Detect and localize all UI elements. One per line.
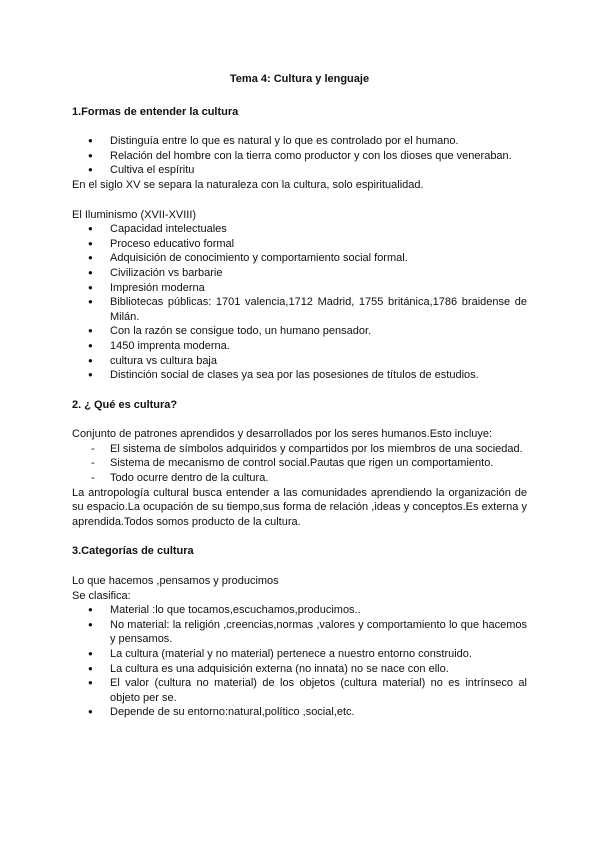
document-content: [72, 72, 527, 720]
list-item: ● cultura vs cultura baja: [72, 354, 527, 369]
section3-line2: Se clasifica:: [72, 589, 131, 602]
section1-paragraph: En el siglo XV se separa la naturaleza con la cultura, solo espiritualidad.: [72, 178, 424, 191]
list-item: ● Relación del hombre con la tierra como productor y con los dioses que veneraban.: [72, 149, 527, 164]
document-title: Tema 4: Cultura y lenguaje: [229, 73, 370, 85]
list-item: ● La cultura es una adquisición externa (no innata) no se nace con ello.: [72, 662, 527, 677]
list-item: ● Cultiva el espíritu: [72, 163, 527, 178]
list-item: - El sistema de símbolos adquiridos y compartidos por los miembros de una sociedad.: [72, 442, 527, 457]
list-item: ● Distinguía entre lo que es natural y lo que es controlado por el humano.: [72, 134, 527, 149]
section1-bullet-list: [72, 134, 527, 178]
list-item: - Sistema de mecanismo de control social.Pautas que rigen un comportamiento.: [72, 456, 527, 471]
list-item: ● Bibliotecas públicas: 1701 valencia,1712 Madrid, 1755 británica,1786 braidense de Milán.: [72, 295, 527, 324]
section2-paragraph: La antropología cultural busca entender a las comunidades aprendiendo la organización de su espacio.La ocupación de su tiempo,sus forma de relación ,ideas y conceptos.Es externa y aprendida.Todos somos producto de la cultura.: [72, 486, 527, 528]
list-item: ● 1450 imprenta moderna.: [72, 339, 527, 354]
section3-bullet-list: [72, 603, 527, 720]
list-item: ● Capacidad intelectuales: [72, 222, 527, 237]
illuminism-intro: El Iluminismo (XVII-XVIII): [72, 208, 197, 221]
list-item: ● Civilización vs barbarie: [72, 266, 527, 281]
list-item: ● Proceso educativo formal: [72, 237, 527, 252]
section2-dash-list: [72, 442, 527, 486]
list-item: ● La cultura (material y no material) pertenece a nuestro entorno construido.: [72, 647, 527, 662]
section3-heading: 3.Categorías de cultura: [72, 545, 194, 558]
list-item: - Todo ocurre dentro de la cultura.: [72, 471, 527, 486]
list-item: ● Distinción social de clases ya sea por las posesiones de títulos de estudios.: [72, 368, 527, 383]
list-item: ● Con la razón se consigue todo, un humano pensador.: [72, 324, 527, 339]
section1-heading: 1.Formas de entender la cultura: [72, 105, 239, 118]
section2-heading: 2. ¿ Qué es cultura?: [72, 398, 178, 411]
list-item: ● Impresión moderna: [72, 281, 527, 296]
section3-line1: Lo que hacemos ,pensamos y producimos: [72, 575, 279, 588]
illuminism-bullet-list: [72, 222, 527, 383]
section2-intro: Conjunto de patrones aprendidos y desarrollados por los seres humanos.Esto incluye:: [72, 428, 493, 441]
list-item: ● No material: la religión ,creencias,normas ,valores y comportamiento lo que hacemos y pensamos.: [72, 618, 527, 647]
list-item: ● Adquisición de conocimiento y comportamiento social formal.: [72, 251, 527, 266]
list-item: ● Depende de su entorno:natural,político ,social,etc.: [72, 705, 527, 720]
list-item: ● El valor (cultura no material) de los objetos (cultura material) no es intrínseco al objeto per se.: [72, 676, 527, 705]
list-item: ● Material :lo que tocamos,escuchamos,producimos..: [72, 603, 527, 618]
